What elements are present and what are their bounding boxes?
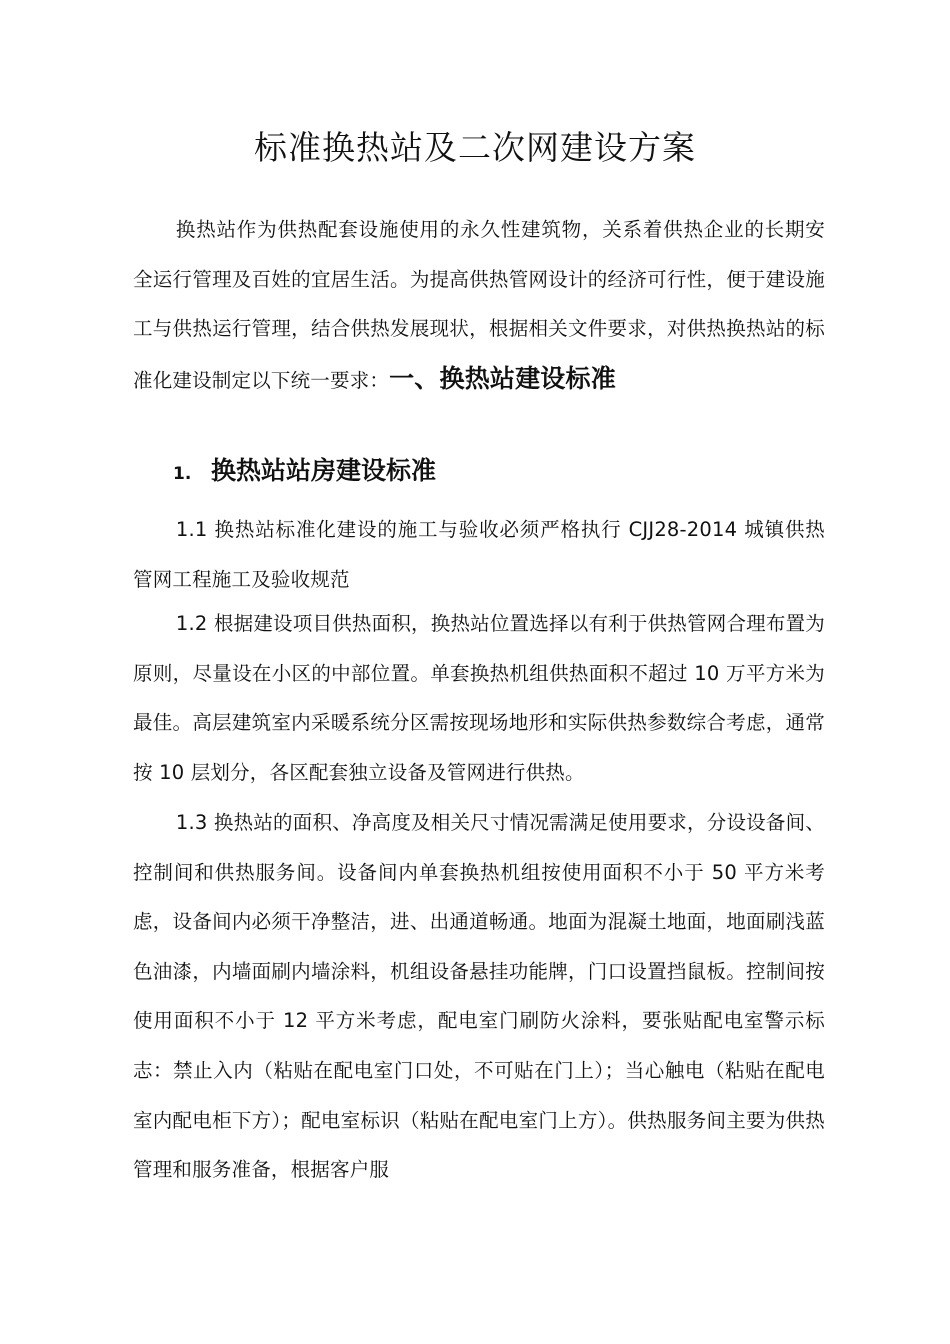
subsection-heading [173, 448, 436, 497]
paragraph-1-1: 1.1 换热站标准化建设的施工与验收必须严格执行 CJJ28-2014 城镇供热管网工程施工及验收规范 [133, 518, 825, 591]
intro-text: 换热站作为供热配套设施使用的永久性建筑物，关系着供热企业的长期安全运行管理及百姓的宜居生活。为提高供热管网设计的经济可行性，便于建设施工与供热运行管理，结合供热发展现状，根据相关文件要求，对供热换热站的标准化建设制定以下统一要求： [133, 218, 825, 392]
section-heading: 一、换热站建设标准 [389, 363, 616, 393]
paragraph-1-2: 1.2 根据建设项目供热面积，换热站位置选择以有利于供热管网合理布置为原则，尽量设在小区的中部位置。单套换热机组供热面积不超过 10 万平方米为最佳。高层建筑室内采暖系统分区需按现场地形和实际供热参数综合考虑，通常按 10 层划分，各区配套独立设备及管网进行供热。 [133, 612, 825, 784]
document-title: 标准换热站及二次网建设方案 [254, 128, 696, 168]
subsection-title: 换热站站房建设标准 [211, 456, 437, 485]
paragraph-1-3: 1.3 换热站的面积、净高度及相关尺寸情况需满足使用要求，分设设备间、控制间和供热服务间。设备间内单套换热机组按使用面积不小于 50 平方米考虑，设备间内必须干净整洁，进、出通道畅通。地面为混凝土地面，地面刷浅蓝色油漆，内墙面刷内墙涂料，机组设备悬挂功能牌，门口设置挡鼠板。控制间按使用面积不小于 12 平方米考虑，配电室门刷防火涂料，要张贴配电室警示标志：禁止入内（粘贴在配电室门口处，不可贴在门上）；当心触电（粘贴在配电室内配电柜下方）；配电室标识（粘贴在配电室门上方）。供热服务间主要为供热管理和服务准备，根据客户服 [133, 811, 825, 1182]
intro-paragraph [133, 205, 825, 405]
subsection-number: 1. [173, 464, 192, 484]
